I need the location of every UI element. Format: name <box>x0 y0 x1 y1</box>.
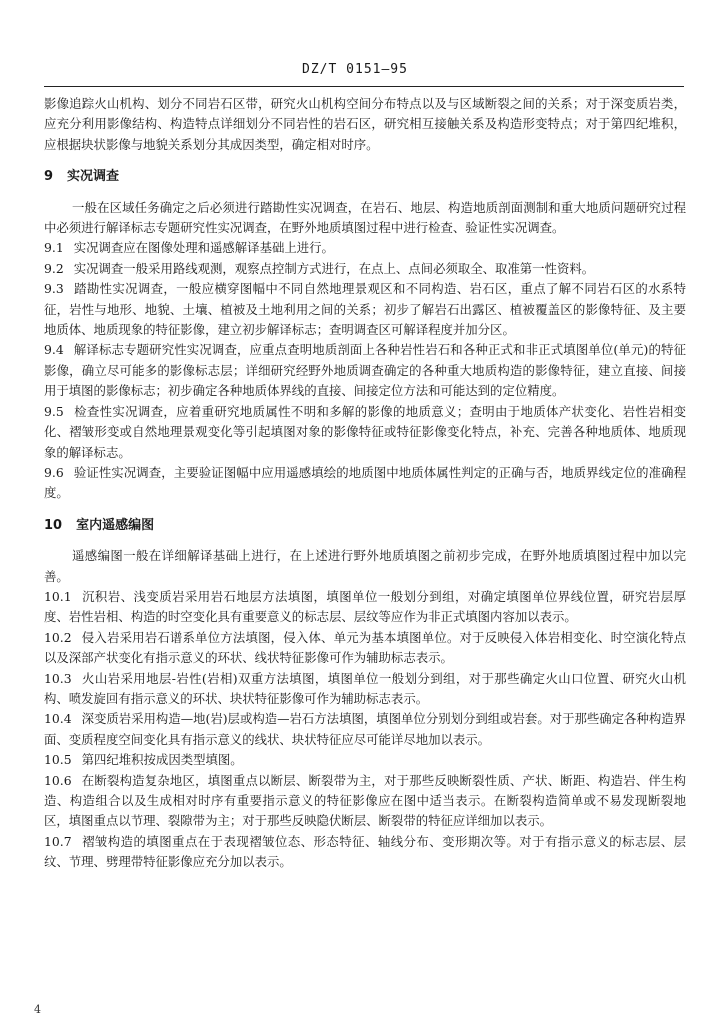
document-body <box>44 94 686 873</box>
clause-10-2 <box>44 628 686 669</box>
section-9-intro: 一般在区域任务确定之后必须进行踏勘性实况调查，在岩石、地层、构造地质剖面测制和重大地质问题研究过程中必须进行解译标志专题研究性实况调查，在野外地质填图过程中进行检查、验证性实况调查。 <box>44 199 686 236</box>
clause-text: 检查性实况调查，应着重研究地质属性不明和多解的影像的地质意义；查明由于地质体产状变化、岩性岩相变化、褶皱形变或自然地理景观变化等引起填图对象的影像特征或特征影像变化特点，补充、完善各种地质体、地质现象的解译标志。 <box>44 403 686 460</box>
standard-code-header: DZ/T 0151—95 <box>302 62 408 77</box>
clause-text: 踏勘性实况调查，一般应横穿图幅中不同自然地理景观区和不同构造、岩石区，重点了解不同岩石区的水系特征，岩性与地形、地貌、土壤、植被及土地利用之间的关系；初步了解岩石出露区、植被覆盖区的影像特征、及主要地质体、地质现象的特征影像，建立初步解译标志；查明调查区可解译程度并加分区。 <box>44 281 686 338</box>
clause-number: 9.2 <box>44 260 64 276</box>
clause-text: 实况调查应在图像处理和遥感解译基础上进行。 <box>73 240 334 256</box>
clause-number: 9.6 <box>44 464 64 480</box>
clause-number: 9.4 <box>44 342 64 358</box>
clause-10-7 <box>44 832 686 873</box>
clause-text: 第四纪堆积按成因类型填图。 <box>81 752 243 768</box>
clause-number: 10.6 <box>44 772 72 788</box>
clause-text: 在断裂构造复杂地区，填图重点以断层、断裂带为主，对于那些反映断裂性质、产状、断距、构造岩、伴生构造、构造组合以及生成相对时序有重要指示意义的特征影像应在图中适当表示。在断裂构造简单或不易发现断裂地区，填图重点以节理、裂隙带为主；对于那些反映隐伏断层、断裂带的特征应详细加以表示。 <box>44 772 686 829</box>
page-number: 4 <box>34 1003 41 1016</box>
clause-number: 9.3 <box>44 281 64 297</box>
clause-number: 9.1 <box>44 240 64 256</box>
clause-text: 火山岩采用地层-岩性(岩相)双重方法填图，填图单位一般划分到组，对于那些确定火山口位置、研究火山机构、喷发旋回有指示意义的环状、块状特征影像可作为辅助标志表示。 <box>44 670 686 706</box>
clause-9-2 <box>44 259 686 279</box>
clause-10-3 <box>44 669 686 710</box>
clause-number: 10.4 <box>44 711 72 727</box>
clause-text: 验证性实况调查，主要验证图幅中应用遥感填绘的地质图中地质体属性判定的正确与否，地质界线定位的准确程度。 <box>44 464 686 501</box>
section-10-number: 10 <box>44 517 63 533</box>
section-10-heading <box>44 516 686 536</box>
clause-text: 解译标志专题研究性实况调查，应重点查明地质剖面上各种岩性岩石和各种正式和非正式填图单位(单元)的特征影像，确立尽可能多的影像标志层；详细研究经野外地质调查确定的各种重大地质构造的影像特征，建立直接、间接用于填图的影像标志；初步确定各种地质体界线的直接、间接定位方法和可能达到的定位精度。 <box>44 342 686 399</box>
clause-text: 深变质岩采用构造—地(岩)层或构造—岩石方法填图，填图单位分别划分到组或岩套。对于那些确定各种构造界面、变质程度空间变化具有指示意义的线状、块状特征应尽可能详尽地加以表示。 <box>44 711 687 747</box>
clause-text: 侵入岩采用岩石谱系单位方法填图，侵入体、单元为基本填图单位。对于反映侵入体岩相变化、时空演化特点以及深部产状变化有指示意义的环状、线状特征影像可作为辅助标志表示。 <box>44 629 686 666</box>
clause-10-4 <box>44 709 686 750</box>
clause-number: 10.7 <box>44 833 72 849</box>
continuation-paragraph: 影像追踪火山机构、划分不同岩石区带，研究火山机构空间分布特点以及与区域断裂之间的关系；对于深变质岩类，应充分利用影像结构、构造特点详细划分不同岩性的岩石区，研究相互接触关系及构造形变特点；对于第四纪堆积，应根据块状影像与地貌关系划分其成因类型，确定相对时序。 <box>44 96 686 152</box>
section-9-heading <box>44 167 686 187</box>
clause-text: 实况调查一般采用路线观测，观察点控制方式进行，在点上、点间必须取全、取准第一性资料。 <box>73 260 595 276</box>
clause-9-5 <box>44 402 686 463</box>
section-10-title: 室内遥感编图 <box>76 517 155 533</box>
clause-9-4 <box>44 340 686 401</box>
clause-number: 10.3 <box>44 670 72 686</box>
clause-number: 10.1 <box>44 588 72 604</box>
header-rule <box>44 86 684 87</box>
clause-9-3 <box>44 279 686 340</box>
clause-10-5 <box>44 750 686 770</box>
clause-text: 沉积岩、浅变质岩采用岩石地层方法填图，填图单位一般划分到组，对确定填图单位界线位置，研究岩层厚度、岩性岩相、构造的时空变化具有重要意义的标志层、层纹等应作为非正式填图内容加以表示。 <box>44 588 686 625</box>
clause-number: 10.2 <box>44 629 72 645</box>
section-10-intro: 遥感编图一般在详细解译基础上进行，在上述进行野外地质填图之前初步完成，在野外地质填图过程中加以完善。 <box>44 548 686 584</box>
clause-number: 10.5 <box>44 752 72 768</box>
clause-9-6 <box>44 463 686 504</box>
clause-number: 9.5 <box>44 403 64 419</box>
clause-9-1 <box>44 238 686 258</box>
clause-10-1 <box>44 587 686 628</box>
section-9-number: 9 <box>44 169 54 185</box>
section-9-title: 实况调查 <box>67 169 120 185</box>
clause-text: 褶皱构造的填图重点在于表现褶皱位态、形态特征、轴线分布、变形期次等。对于有指示意义的标志层、层纹、节理、劈理带特征影像应充分加以表示。 <box>44 833 686 870</box>
clause-10-6 <box>44 771 686 832</box>
